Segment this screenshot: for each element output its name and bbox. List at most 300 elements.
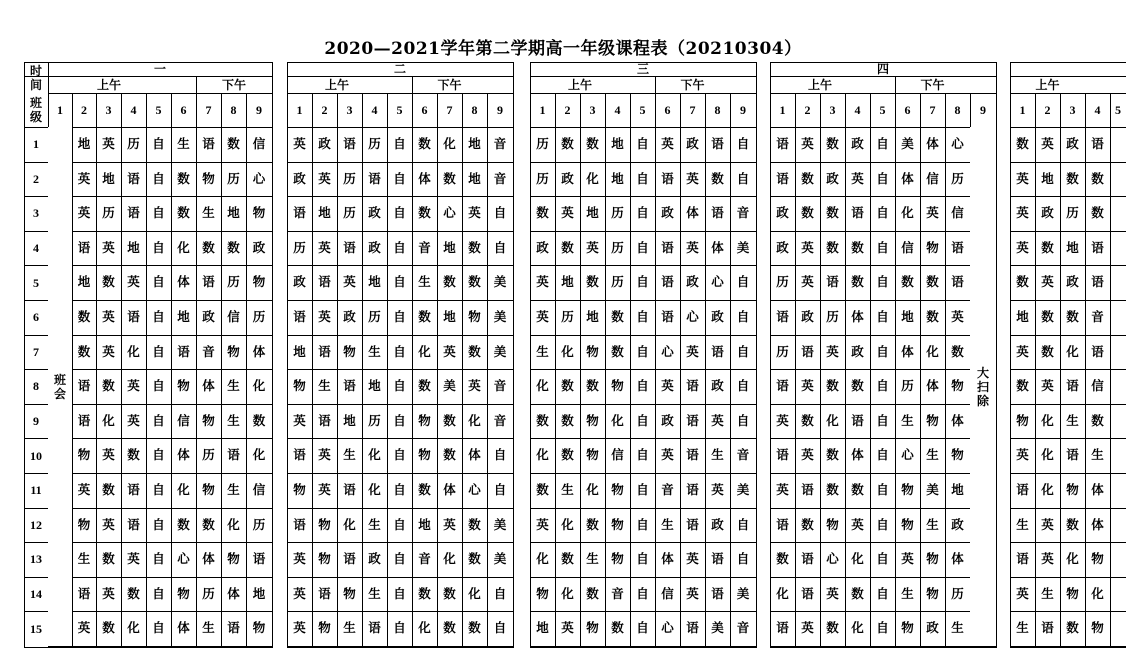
class-number: 6 <box>33 310 39 325</box>
period-number: 2 <box>321 103 328 117</box>
course-cell: 语 <box>776 309 789 325</box>
course-cell: 物 <box>536 585 549 601</box>
course-cell: 语 <box>77 239 91 255</box>
course-cell: 物 <box>252 205 266 221</box>
course-cell: 信 <box>1091 378 1104 394</box>
course-cell: 物 <box>77 447 91 463</box>
grid-line <box>770 646 997 647</box>
course-cell: 数 <box>102 482 115 498</box>
course-cell: 英 <box>102 343 115 359</box>
big-cleaning-char: 除 <box>976 393 989 408</box>
course-cell: 音 <box>611 585 624 601</box>
course-cell: 地 <box>252 585 266 601</box>
course-cell: 历 <box>611 239 624 255</box>
course-cell: 音 <box>493 170 507 186</box>
course-cell: 政 <box>368 239 381 255</box>
course-cell: 语 <box>826 274 839 290</box>
course-cell: 数 <box>801 170 814 186</box>
course-cell: 信 <box>951 205 964 221</box>
course-cell: 语 <box>343 239 356 255</box>
course-cell: 化 <box>1066 343 1079 359</box>
course-cell: 自 <box>393 447 406 463</box>
course-cell: 语 <box>1016 551 1029 567</box>
class-number: 4 <box>33 241 39 256</box>
course-cell: 英 <box>293 620 306 636</box>
course-cell: 美 <box>736 585 750 601</box>
course-cell: 英 <box>468 205 481 221</box>
period-number: 1 <box>1019 103 1026 117</box>
course-cell: 自 <box>876 136 889 152</box>
period-number: 9 <box>256 103 262 117</box>
course-cell: 数 <box>851 482 864 498</box>
period-number: 2 <box>81 103 87 117</box>
course-cell: 数 <box>443 585 456 601</box>
grid-line <box>24 473 49 474</box>
course-cell: 音 <box>736 205 750 221</box>
course-cell: 英 <box>1016 585 1029 601</box>
course-cell: 语 <box>776 447 789 463</box>
course-cell: 美 <box>493 516 507 532</box>
course-cell: 物 <box>926 585 939 601</box>
course-cell: 生 <box>177 136 190 152</box>
period-number: 8 <box>230 103 237 117</box>
course-cell: 物 <box>611 516 624 532</box>
course-cell: 语 <box>77 378 91 394</box>
course-cell: 数 <box>561 447 574 463</box>
course-cell: 数 <box>536 412 549 428</box>
course-cell: 数 <box>611 620 624 636</box>
course-cell: 自 <box>636 620 649 636</box>
course-cell: 自 <box>152 239 165 255</box>
course-cell: 政 <box>926 620 939 636</box>
course-cell: 数 <box>77 309 91 325</box>
course-cell: 音 <box>661 482 674 498</box>
course-cell: 语 <box>1066 378 1079 394</box>
course-cell: 化 <box>561 516 574 532</box>
course-cell: 体 <box>951 551 964 567</box>
course-cell: 地 <box>586 205 599 221</box>
course-cell: 数 <box>611 309 624 325</box>
course-cell: 政 <box>686 136 699 152</box>
course-cell: 英 <box>926 205 939 221</box>
course-cell: 自 <box>636 309 649 325</box>
course-cell: 政 <box>801 309 814 325</box>
course-cell: 历 <box>343 205 356 221</box>
course-cell: 数 <box>951 343 964 359</box>
course-cell: 政 <box>252 239 266 255</box>
period-number: 2 <box>1044 103 1051 117</box>
course-cell: 地 <box>293 343 306 359</box>
course-cell: 自 <box>152 412 165 428</box>
session-am-thu: 上午 <box>807 77 832 92</box>
course-cell: 英 <box>661 378 674 394</box>
day-label-fri <box>1010 62 1126 76</box>
course-cell: 英 <box>127 378 140 394</box>
course-cell: 生 <box>418 274 431 290</box>
course-cell: 自 <box>636 447 649 463</box>
course-cell: 英 <box>536 516 549 532</box>
course-cell: 数 <box>177 516 190 532</box>
course-cell: 生 <box>368 343 381 359</box>
course-cell: 数 <box>826 620 839 636</box>
course-cell: 语 <box>951 274 964 290</box>
course-cell: 语 <box>177 343 190 359</box>
period-number: 5 <box>155 103 162 117</box>
course-cell: 自 <box>636 516 649 532</box>
course-cell: 英 <box>293 551 306 567</box>
course-cell: 语 <box>711 136 724 152</box>
course-cell: 生 <box>343 620 356 636</box>
course-cell: 化 <box>586 482 599 498</box>
course-cell: 英 <box>801 239 814 255</box>
class-number: 14 <box>30 587 42 602</box>
course-cell: 英 <box>77 482 91 498</box>
course-cell: 数 <box>851 378 864 394</box>
course-cell: 自 <box>393 378 406 394</box>
course-cell: 自 <box>876 412 889 428</box>
course-cell: 数 <box>1066 309 1079 325</box>
course-cell: 地 <box>951 482 964 498</box>
course-cell: 自 <box>393 585 406 601</box>
period-number: 1 <box>539 103 546 117</box>
course-cell: 数 <box>561 551 574 567</box>
course-cell: 生 <box>318 378 331 394</box>
grid-line <box>24 508 49 509</box>
course-cell: 自 <box>636 239 649 255</box>
course-cell: 自 <box>152 309 165 325</box>
course-cell: 地 <box>1016 309 1029 325</box>
course-cell: 自 <box>493 205 507 221</box>
session-am-tue: 上午 <box>324 77 349 92</box>
course-cell: 物 <box>1066 482 1079 498</box>
course-cell: 自 <box>393 170 406 186</box>
period-number: 4 <box>130 103 137 117</box>
course-cell: 自 <box>736 412 750 428</box>
course-cell: 美 <box>901 136 914 152</box>
course-cell: 自 <box>876 274 889 290</box>
course-cell: 数 <box>468 343 481 359</box>
course-cell: 语 <box>776 516 789 532</box>
course-cell: 英 <box>686 239 699 255</box>
course-cell: 数 <box>227 136 240 152</box>
course-cell: 物 <box>318 551 331 567</box>
course-cell: 英 <box>1041 136 1054 152</box>
course-cell: 语 <box>318 412 331 428</box>
course-cell: 语 <box>343 378 356 394</box>
course-cell: 语 <box>227 447 240 463</box>
course-cell: 自 <box>736 378 750 394</box>
course-cell: 数 <box>711 170 724 186</box>
course-cell: 生 <box>368 516 381 532</box>
course-cell: 历 <box>252 516 266 532</box>
course-cell: 生 <box>711 447 724 463</box>
course-cell: 政 <box>686 274 699 290</box>
course-cell: 政 <box>202 309 215 325</box>
course-cell: 英 <box>536 309 549 325</box>
course-cell: 历 <box>901 378 914 394</box>
course-cell: 心 <box>661 620 674 636</box>
grid-line <box>24 438 49 439</box>
course-cell: 英 <box>686 170 699 186</box>
session-pm-thu: 下午 <box>920 77 945 92</box>
course-cell: 自 <box>876 620 889 636</box>
course-cell: 历 <box>368 412 381 428</box>
course-cell: 语 <box>661 239 674 255</box>
course-cell: 自 <box>393 136 406 152</box>
course-cell: 地 <box>343 412 356 428</box>
course-cell: 历 <box>293 239 306 255</box>
grid-line <box>48 647 273 648</box>
course-cell: 政 <box>711 309 724 325</box>
course-cell: 物 <box>343 343 356 359</box>
course-cell: 美 <box>493 309 507 325</box>
course-cell: 语 <box>1066 447 1079 463</box>
course-cell: 英 <box>686 551 699 567</box>
course-cell: 自 <box>393 412 406 428</box>
course-cell: 历 <box>202 585 215 601</box>
course-cell: 化 <box>1041 482 1054 498</box>
big-cleaning-char: 大 <box>976 365 989 380</box>
course-cell: 英 <box>1016 447 1029 463</box>
course-cell: 语 <box>686 482 699 498</box>
course-cell: 地 <box>177 309 190 325</box>
course-cell: 地 <box>368 378 381 394</box>
course-cell: 体 <box>711 239 724 255</box>
course-cell: 物 <box>293 482 306 498</box>
course-cell: 数 <box>1091 205 1104 221</box>
course-cell: 化 <box>468 412 481 428</box>
course-cell: 化 <box>586 170 599 186</box>
course-cell: 体 <box>661 551 674 567</box>
course-cell: 物 <box>611 378 624 394</box>
course-cell: 音 <box>418 239 431 255</box>
period-number: 6 <box>180 103 187 117</box>
course-cell: 音 <box>493 136 507 152</box>
course-cell: 英 <box>661 136 674 152</box>
session-am-mon: 上午 <box>96 77 121 92</box>
big-cleaning-char: 扫 <box>976 379 989 394</box>
course-cell: 语 <box>127 205 140 221</box>
period-number: 3 <box>589 103 596 117</box>
course-cell: 物 <box>586 343 599 359</box>
course-cell: 英 <box>801 447 814 463</box>
grid-line <box>48 646 273 647</box>
course-cell: 自 <box>636 136 649 152</box>
course-cell: 生 <box>901 412 914 428</box>
period-number: 1 <box>296 103 303 117</box>
course-cell: 数 <box>586 585 599 601</box>
course-cell: 语 <box>686 620 699 636</box>
course-cell: 化 <box>561 585 574 601</box>
course-cell: 地 <box>611 136 624 152</box>
course-cell: 信 <box>926 170 939 186</box>
course-cell: 体 <box>851 447 864 463</box>
grid-line <box>412 76 413 93</box>
course-cell: 体 <box>227 585 240 601</box>
course-cell: 地 <box>561 274 574 290</box>
period-number: 3 <box>1069 103 1076 117</box>
course-cell: 英 <box>776 482 789 498</box>
course-cell: 自 <box>636 205 649 221</box>
course-cell: 英 <box>686 343 699 359</box>
course-cell: 政 <box>561 170 574 186</box>
course-cell: 心 <box>443 205 456 221</box>
period-number: 1 <box>57 103 63 117</box>
course-cell: 政 <box>661 205 674 221</box>
course-cell: 数 <box>826 205 839 221</box>
course-cell: 英 <box>1041 516 1054 532</box>
course-cell: 历 <box>826 309 839 325</box>
course-cell: 心 <box>951 136 964 152</box>
course-cell: 英 <box>1016 170 1029 186</box>
grid-line <box>272 62 273 647</box>
course-cell: 语 <box>1091 136 1104 152</box>
course-cell: 音 <box>1091 309 1104 325</box>
course-cell: 地 <box>468 170 481 186</box>
course-cell: 自 <box>152 274 165 290</box>
course-cell: 体 <box>177 274 190 290</box>
course-cell: 语 <box>776 136 789 152</box>
course-cell: 自 <box>876 551 889 567</box>
course-cell: 英 <box>801 378 814 394</box>
session-pm-wed: 下午 <box>680 77 705 92</box>
course-cell: 体 <box>901 343 914 359</box>
course-cell: 化 <box>851 551 864 567</box>
course-cell: 自 <box>636 585 649 601</box>
course-cell: 信 <box>227 309 240 325</box>
course-cell: 数 <box>851 585 864 601</box>
course-cell: 生 <box>343 447 356 463</box>
course-cell: 语 <box>368 620 381 636</box>
session-am-fri: 上午 <box>1035 77 1060 92</box>
course-cell: 生 <box>77 551 91 567</box>
period-number: 9 <box>497 103 503 117</box>
course-cell: 物 <box>343 585 356 601</box>
course-cell: 数 <box>826 136 839 152</box>
time-header-char: 间 <box>29 77 42 92</box>
period-number: 3 <box>105 103 112 117</box>
class-meeting-label <box>48 127 72 646</box>
course-cell: 历 <box>776 274 789 290</box>
course-cell: 数 <box>586 378 599 394</box>
course-cell: 英 <box>1016 205 1029 221</box>
course-cell: 化 <box>901 205 914 221</box>
course-cell: 历 <box>536 136 549 152</box>
course-cell: 自 <box>152 516 165 532</box>
course-cell: 生 <box>951 620 964 636</box>
course-cell: 数 <box>202 239 215 255</box>
course-cell: 化 <box>252 378 266 394</box>
course-cell: 政 <box>851 343 864 359</box>
course-cell: 语 <box>318 274 331 290</box>
course-cell: 体 <box>901 170 914 186</box>
period-number: 8 <box>471 103 478 117</box>
course-cell: 数 <box>1066 516 1079 532</box>
period-number: 3 <box>829 103 836 117</box>
course-cell: 语 <box>1091 239 1104 255</box>
course-cell: 物 <box>951 447 964 463</box>
course-cell: 自 <box>152 343 165 359</box>
course-cell: 自 <box>636 378 649 394</box>
course-cell: 英 <box>102 585 115 601</box>
course-cell: 英 <box>318 309 331 325</box>
course-cell: 地 <box>1041 170 1054 186</box>
course-cell: 数 <box>252 412 266 428</box>
grid-line <box>24 196 49 197</box>
course-cell: 信 <box>177 412 190 428</box>
course-cell: 地 <box>318 205 331 221</box>
grid-line <box>24 404 49 405</box>
course-cell: 英 <box>561 205 574 221</box>
period-number: 4 <box>1094 103 1101 117</box>
grid-line <box>24 335 49 336</box>
course-cell: 生 <box>1016 620 1029 636</box>
course-cell: 化 <box>536 551 549 567</box>
course-cell: 英 <box>293 412 306 428</box>
course-cell: 数 <box>586 136 599 152</box>
course-cell: 物 <box>202 412 215 428</box>
course-cell: 自 <box>736 274 750 290</box>
course-cell: 自 <box>876 205 889 221</box>
course-cell: 物 <box>418 447 431 463</box>
course-cell: 心 <box>177 551 190 567</box>
course-cell: 历 <box>102 205 115 221</box>
course-cell: 生 <box>368 585 381 601</box>
course-cell: 数 <box>77 343 91 359</box>
course-cell: 数 <box>468 551 481 567</box>
course-cell: 物 <box>177 378 190 394</box>
course-cell: 政 <box>293 170 306 186</box>
course-cell: 数 <box>443 170 456 186</box>
course-cell: 化 <box>368 482 381 498</box>
period-number: 7 <box>446 103 453 117</box>
course-cell: 英 <box>77 205 91 221</box>
course-cell: 生 <box>926 516 939 532</box>
course-cell: 英 <box>127 551 140 567</box>
grid-line <box>513 62 514 647</box>
course-cell: 语 <box>711 551 724 567</box>
course-cell: 政 <box>293 274 306 290</box>
course-cell: 语 <box>252 551 266 567</box>
course-cell: 英 <box>826 343 839 359</box>
course-cell: 语 <box>661 274 674 290</box>
course-cell: 体 <box>1091 482 1104 498</box>
course-cell: 语 <box>368 170 381 186</box>
course-cell: 数 <box>1041 343 1054 359</box>
course-cell: 自 <box>636 412 649 428</box>
course-cell: 美 <box>711 620 724 636</box>
course-cell: 政 <box>776 239 789 255</box>
course-cell: 英 <box>1016 343 1029 359</box>
course-cell: 化 <box>611 412 624 428</box>
course-cell: 音 <box>736 620 750 636</box>
course-cell: 数 <box>102 620 115 636</box>
course-cell: 物 <box>901 482 914 498</box>
course-cell: 化 <box>102 412 115 428</box>
course-cell: 化 <box>561 343 574 359</box>
course-cell: 自 <box>876 378 889 394</box>
course-cell: 物 <box>586 412 599 428</box>
course-cell: 英 <box>1016 239 1029 255</box>
course-cell: 语 <box>318 585 331 601</box>
course-cell: 自 <box>876 309 889 325</box>
course-cell: 化 <box>776 585 789 601</box>
course-cell: 政 <box>661 412 674 428</box>
course-cell: 体 <box>686 205 699 221</box>
course-cell: 语 <box>127 482 140 498</box>
course-cell: 语 <box>1016 482 1029 498</box>
period-number: 3 <box>346 103 353 117</box>
